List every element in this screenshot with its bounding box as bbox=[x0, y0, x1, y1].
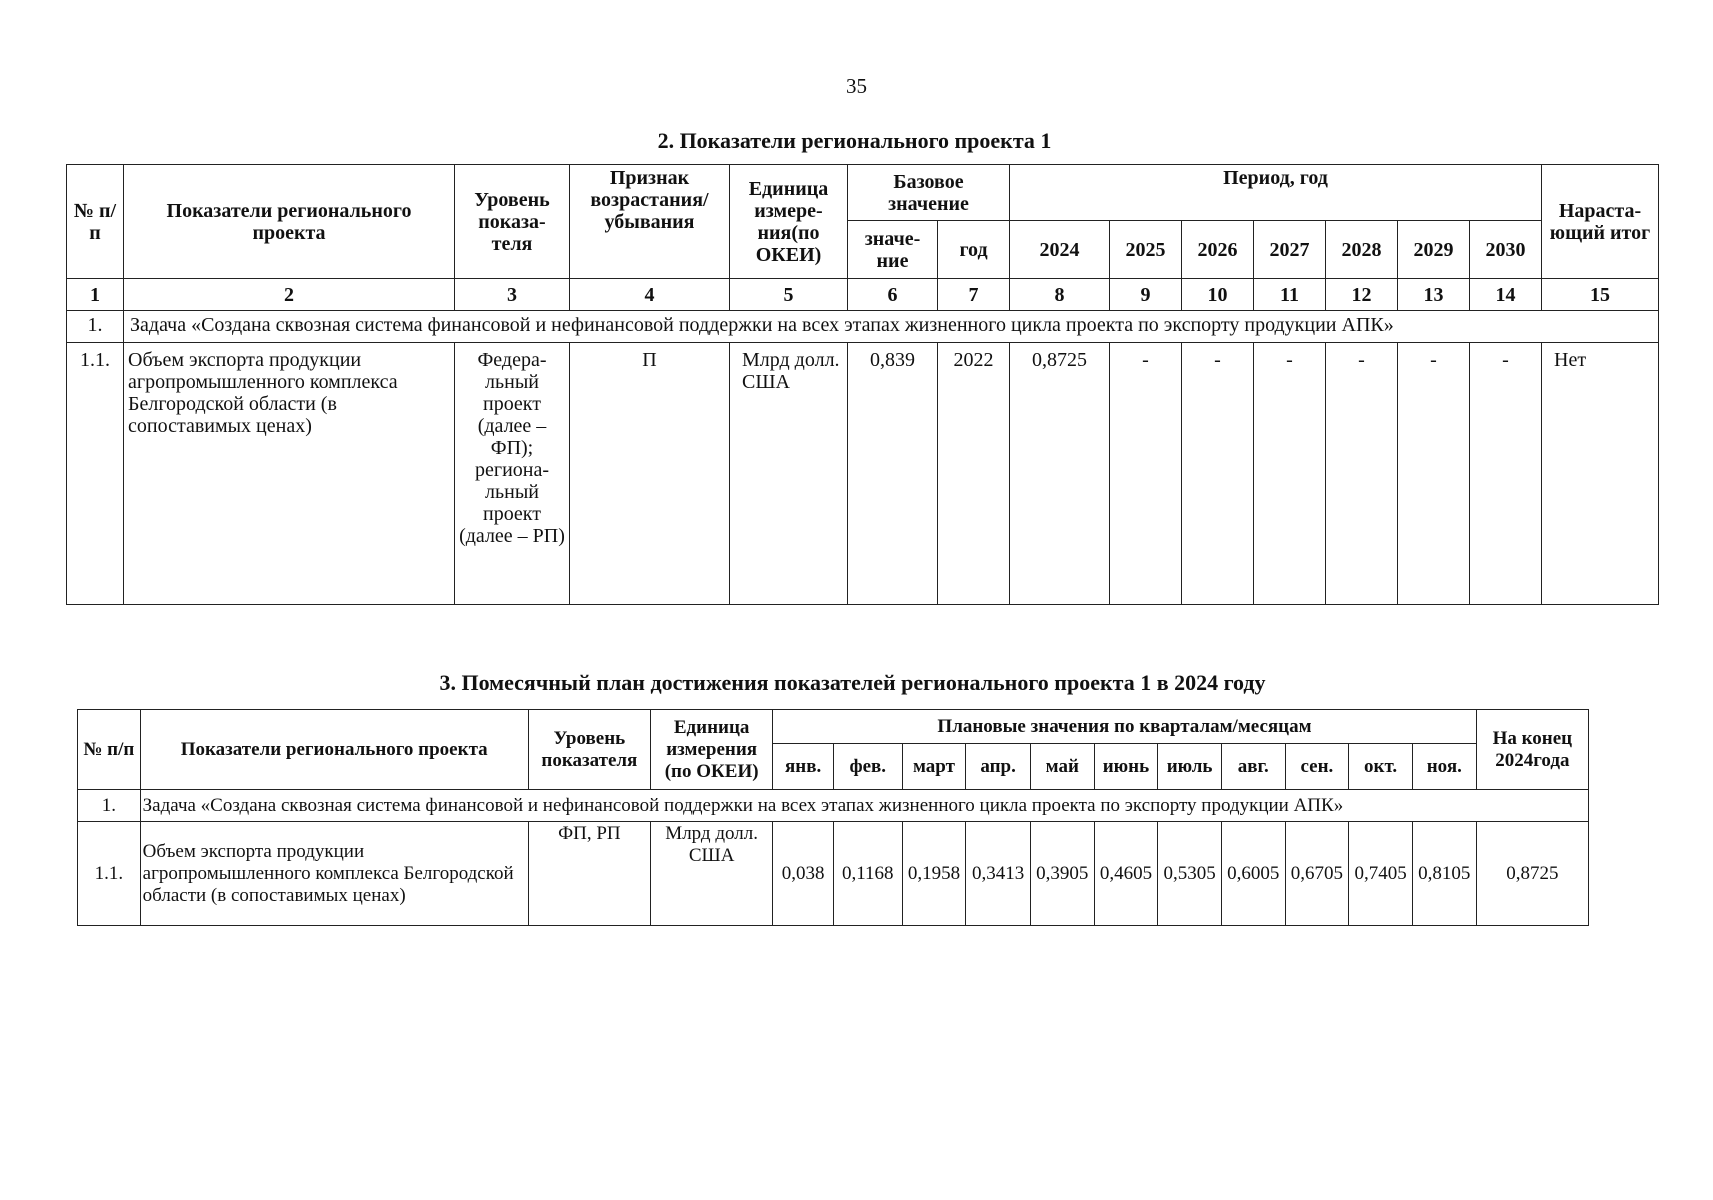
column-number: 2 bbox=[124, 279, 455, 311]
indicator-row bbox=[78, 822, 1589, 926]
monthly-plan-table bbox=[77, 709, 1589, 926]
row-year-value: - bbox=[1398, 343, 1470, 605]
header-month: апр. bbox=[966, 744, 1031, 790]
header-year: 2026 bbox=[1182, 221, 1254, 279]
row-cumulative: Нет bbox=[1542, 343, 1659, 605]
header-planned: Плановые значения по кварталам/месяцам bbox=[773, 710, 1476, 744]
row-month-value: 0,4605 bbox=[1094, 822, 1158, 926]
header-year: 2027 bbox=[1254, 221, 1326, 279]
header-num: № п/п bbox=[78, 710, 141, 790]
header-month: июнь bbox=[1094, 744, 1158, 790]
header-cumulative: Нараста-ющий итог bbox=[1542, 165, 1659, 279]
row-month-value: 0,7405 bbox=[1349, 822, 1413, 926]
column-number: 13 bbox=[1398, 279, 1470, 311]
column-number: 12 bbox=[1326, 279, 1398, 311]
row-unit: Млрд долл. США bbox=[730, 343, 848, 605]
column-number: 14 bbox=[1470, 279, 1542, 311]
section-2-title: 2. Показатели регионального проекта 1 bbox=[657, 128, 1052, 153]
indicators-table bbox=[66, 164, 1659, 605]
column-number: 3 bbox=[455, 279, 570, 311]
header-month: май bbox=[1030, 744, 1094, 790]
row-num: 1.1. bbox=[78, 822, 141, 926]
header-sign: Признак возрастания/ убывания bbox=[570, 165, 730, 279]
header-year: 2030 bbox=[1470, 221, 1542, 279]
column-number: 4 bbox=[570, 279, 730, 311]
task-num: 1. bbox=[67, 311, 124, 343]
row-year-value: - bbox=[1326, 343, 1398, 605]
task-text: Задача «Создана сквозная система финансовой и нефинансовой поддержки на всех этапах жизненного цикла проекта по экспорту продукции АПК» bbox=[124, 311, 1659, 343]
row-month-value: 0,6005 bbox=[1221, 822, 1285, 926]
row-indicator: Объем экспорта продукции агропромышленного комплекса Белгородской области (в сопоставимых ценах) bbox=[140, 822, 528, 926]
row-level: ФП, РП bbox=[528, 822, 650, 926]
row-month-value: 0,5305 bbox=[1158, 822, 1222, 926]
header-year-end: На конец 2024года bbox=[1476, 710, 1588, 790]
column-number: 6 bbox=[848, 279, 938, 311]
row-month-value: 0,1168 bbox=[833, 822, 902, 926]
header-month: ноя. bbox=[1412, 744, 1476, 790]
task-row bbox=[78, 790, 1589, 822]
row-num: 1.1. bbox=[67, 343, 124, 605]
section-3-title: 3. Помесячный план достижения показателей регионального проекта 1 в 2024 году bbox=[439, 670, 1266, 695]
row-base-value: 0,839 bbox=[848, 343, 938, 605]
column-number: 11 bbox=[1254, 279, 1326, 311]
indicator-row bbox=[67, 343, 1659, 605]
header-month: июль bbox=[1158, 744, 1222, 790]
row-month-value: 0,1958 bbox=[902, 822, 966, 926]
header-year: 2025 bbox=[1110, 221, 1182, 279]
header-month: окт. bbox=[1349, 744, 1413, 790]
header-month: март bbox=[902, 744, 966, 790]
header-year: 2024 bbox=[1010, 221, 1110, 279]
header-year: 2028 bbox=[1326, 221, 1398, 279]
column-number: 5 bbox=[730, 279, 848, 311]
header-level: Уровень показателя bbox=[528, 710, 650, 790]
header-indicator: Показатели регионального проекта bbox=[140, 710, 528, 790]
row-year-value: 0,8725 bbox=[1010, 343, 1110, 605]
row-level: Федера-льный проект (далее – ФП); регионa-льный проект (далее – РП) bbox=[455, 343, 570, 605]
row-unit: Млрд долл. США bbox=[651, 822, 773, 926]
row-year-value: - bbox=[1110, 343, 1182, 605]
row-month-value: 0,038 bbox=[773, 822, 834, 926]
header-indicator: Показатели регионального проекта bbox=[124, 165, 455, 279]
column-number: 1 bbox=[67, 279, 124, 311]
row-year-end: 0,8725 bbox=[1476, 822, 1588, 926]
header-base: Базовое значение bbox=[848, 165, 1010, 221]
header-base-year: год bbox=[938, 221, 1010, 279]
header-month: янв. bbox=[773, 744, 834, 790]
column-number: 9 bbox=[1110, 279, 1182, 311]
header-year: 2029 bbox=[1398, 221, 1470, 279]
header-unit: Единица измерения (по ОКЕИ) bbox=[651, 710, 773, 790]
column-numbers-row bbox=[67, 279, 1659, 311]
row-year-value: - bbox=[1470, 343, 1542, 605]
column-number: 15 bbox=[1542, 279, 1659, 311]
row-month-value: 0,8105 bbox=[1412, 822, 1476, 926]
page-number: 35 bbox=[846, 74, 867, 98]
row-sign: П bbox=[570, 343, 730, 605]
header-unit: Единица измере-ния(по ОКЕИ) bbox=[730, 165, 848, 279]
header-month: фев. bbox=[833, 744, 902, 790]
row-year-value: - bbox=[1182, 343, 1254, 605]
task-num: 1. bbox=[78, 790, 141, 822]
row-base-year: 2022 bbox=[938, 343, 1010, 605]
header-period: Период, год bbox=[1010, 165, 1542, 221]
row-month-value: 0,6705 bbox=[1285, 822, 1349, 926]
row-month-value: 0,3905 bbox=[1030, 822, 1094, 926]
header-num: № п/п bbox=[67, 165, 124, 279]
task-text: Задача «Создана сквозная система финансовой и нефинансовой поддержки на всех этапах жизненного цикла проекта по экспорту продукции АПК» bbox=[140, 790, 1588, 822]
header-month: авг. bbox=[1221, 744, 1285, 790]
column-number: 7 bbox=[938, 279, 1010, 311]
task-row bbox=[67, 311, 1659, 343]
header-base-value: значе-ние bbox=[848, 221, 938, 279]
column-number: 8 bbox=[1010, 279, 1110, 311]
column-number: 10 bbox=[1182, 279, 1254, 311]
header-month: сен. bbox=[1285, 744, 1349, 790]
row-indicator: Объем экспорта продукции агропромышленного комплекса Белгородской области (в сопоставимых ценах) bbox=[124, 343, 455, 605]
header-level: Уровень показа-теля bbox=[455, 165, 570, 279]
row-month-value: 0,3413 bbox=[966, 822, 1031, 926]
row-year-value: - bbox=[1254, 343, 1326, 605]
